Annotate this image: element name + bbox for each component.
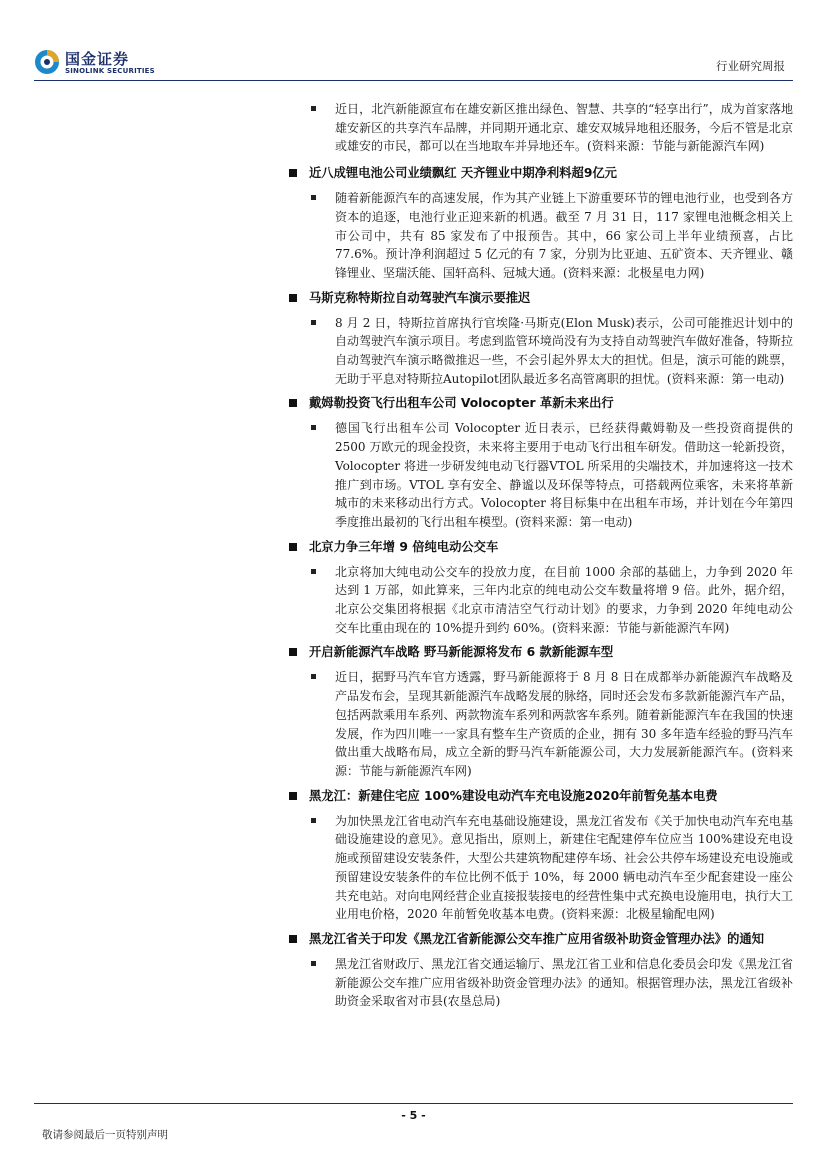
news-heading [289, 788, 793, 805]
heading-bullet-icon [289, 935, 297, 943]
bullet-square-icon [311, 961, 316, 966]
header-divider [34, 80, 793, 81]
news-body-text: 德国飞行出租车公司 Volocopter 近日表示，已经获得戴姆勒及一些投资商提供的 2500 万欧元的现金投资，未来将主要用于电动飞行出租车研发。借助这一轮新投资，Volocopter 将进一步研发纯电动飞行器VTOL 所采用的尖端技术，并加速将这一技术推广到市场。VTOL 享有安全、静谧以及环保等特点，可搭载两位乘客，未来将革新城市的未来移动出行方式。Volocopter 将目标集中在出租车市场，并计划在今年第四季度推出最初的飞行出租车模型。(资料来源：第一电动) [335, 421, 793, 529]
bullet-square-icon [311, 425, 316, 430]
news-list [305, 96, 793, 1011]
news-heading-text: 戴姆勒投资飞行出租车公司 Volocopter 革新未来出行 [309, 396, 614, 411]
heading-bullet-icon [289, 648, 297, 656]
sinolink-logo-icon [34, 49, 60, 75]
heading-bullet-icon [289, 543, 297, 551]
news-heading-text: 开启新能源汽车战略 野马新能源将发布 6 款新能源车型 [309, 645, 614, 660]
news-body [305, 955, 793, 1011]
news-body-text: 近日，据野马汽车官方透露，野马新能源将于 8 月 8 日在成都举办新能源汽车战略及产品发布会，呈现其新能源汽车战略发展的脉络，同时还会发布多款新能源汽车产品，包括两款乘用车系列、两款物流车系列和两款客车系列。随着新能源汽车在我国的快速发展，作为四川唯一一家具有整车生产资质的企业，拥有 30 多年造车经验的野马汽车做出重大战略布局，成立全新的野马汽车新能源公司，大力发展新能源汽车。(资料来源：节能与新能源汽车网) [335, 670, 793, 778]
news-body-text: 北京将加大纯电动公交车的投放力度，在目前 1000 余部的基础上，力争到 2020 年达到 1 万部，如此算来，三年内北京的纯电动公交车数量将增 9 倍。此外，据介绍，北京公交集团将根据《北京市清洁空气行动计划》的要求，力争到 2020 年纯电动公交车比重由现在的 10%提升到约 60%。(资料来源：节能与新能源汽车网) [335, 564, 793, 635]
bullet-square-icon [311, 818, 316, 823]
news-body [305, 668, 793, 780]
news-body [305, 812, 793, 924]
news-body [305, 100, 793, 156]
footer-divider [34, 1103, 793, 1104]
news-heading [289, 539, 793, 556]
heading-bullet-icon [289, 792, 297, 800]
news-heading [289, 644, 793, 661]
heading-bullet-icon [289, 399, 297, 407]
bullet-square-icon [311, 320, 316, 325]
bullet-square-icon [311, 106, 316, 111]
news-heading [289, 395, 793, 412]
news-body [305, 189, 793, 283]
news-heading-text: 黑龙江：新建住宅应 100%建设电动汽车充电设施2020年前暂免基本电费 [309, 788, 718, 803]
page-header [0, 0, 827, 90]
news-heading [289, 290, 793, 307]
logo-english-name: SINOLINK SECURITIES [65, 67, 155, 75]
news-body-text: 黑龙江省财政厅、黑龙江省交通运输厅、黑龙江省工业和信息化委员会印发《黑龙江省新能源公交车推广应用省级补助资金管理办法》的通知。根据管理办法，黑龙江省级补助资金采取省对市县(农垦总局) [335, 956, 793, 1009]
news-body-text: 为加快黑龙江省电动汽车充电基础设施建设，黑龙江省发布《关于加快电动汽车充电基础设施建设的意见》。意见指出，原则上，新建住宅配建停车位应当 100%建设充电设施或预留建设安装条件，大型公共建筑物配建停车场、社会公共停车场建设充电设施或预留建设安装条件的车位比例不低于 10%，每 2000 辆电动汽车至少配套建设一座公共充电站。对向电网经营企业直接报装接电的经营性集中式充换电设施用电，执行大工业用电价格，2020 年前暂免收基本电费。(资料来源：北极星输配电网) [335, 813, 793, 922]
news-body [305, 563, 793, 638]
heading-bullet-icon [289, 294, 297, 302]
news-body-text: 随着新能源汽车的高速发展，作为其产业链上下游重要环节的锂电池行业，也受到各方资本的追逐，电池行业正迎来新的机遇。截至 7 月 31 日，117 家锂电池概念相关上市公司中，共有 85 家发布了中报预告。其中，66 家公司上半年业绩预喜，占比 77.6%。预计净利润超过 5 亿元的有 7 家，分别为比亚迪、五矿资本、天齐锂业、赣锋锂业、坚瑞沃能、国轩高科、冠城大通。(资料来源：北极星电力网) [335, 191, 793, 280]
news-heading-text: 北京力争三年增 9 倍纯电动公交车 [309, 539, 499, 554]
footer-disclaimer: 敬请参阅最后一页特别声明 [42, 1129, 168, 1141]
news-heading [289, 165, 793, 182]
news-body [305, 314, 793, 389]
news-body-text: 8 月 2 日，特斯拉首席执行官埃隆·马斯克(Elon Musk)表示，公司可能推迟计划中的自动驾驶汽车演示项目。考虑到监管环境尚没有为支持自动驾驶汽车做好准备，特斯拉自动驾驶汽车演示略微推迟一些，不会引起外界太大的担忧。但是，演示可能的跳票，无助于平息对特斯拉Autopilot团队最近多名高管离职的担忧。(资料来源：第一电动) [335, 315, 793, 386]
bullet-square-icon [311, 195, 316, 200]
news-body-text: 近日，北汽新能源宣布在雄安新区推出绿色、智慧、共享的“轻享出行”，成为首家落地雄安新区的共享汽车品牌，并同期开通北京、雄安双城异地租还服务，今后不管是北京或雄安的市民，都可以在当地取车并异地还车。(资料来源：节能与新能源汽车网) [335, 102, 793, 154]
bullet-square-icon [311, 674, 316, 679]
logo-chinese-name: 国金证券 [65, 50, 130, 68]
bullet-square-icon [311, 569, 316, 574]
heading-bullet-icon [289, 169, 297, 177]
news-heading-text: 黑龙江省关于印发《黑龙江省新能源公交车推广应用省级补助资金管理办法》的通知 [309, 931, 764, 946]
news-heading [289, 931, 793, 948]
report-type-label: 行业研究周报 [716, 59, 785, 73]
company-logo [34, 46, 164, 80]
news-heading-text: 马斯克称特斯拉自动驾驶汽车演示要推迟 [309, 290, 531, 305]
page-number: - 5 - [401, 1109, 426, 1122]
news-body [305, 419, 793, 531]
news-heading-text: 近八成锂电池公司业绩飘红 天齐锂业中期净利料超9亿元 [309, 166, 617, 181]
